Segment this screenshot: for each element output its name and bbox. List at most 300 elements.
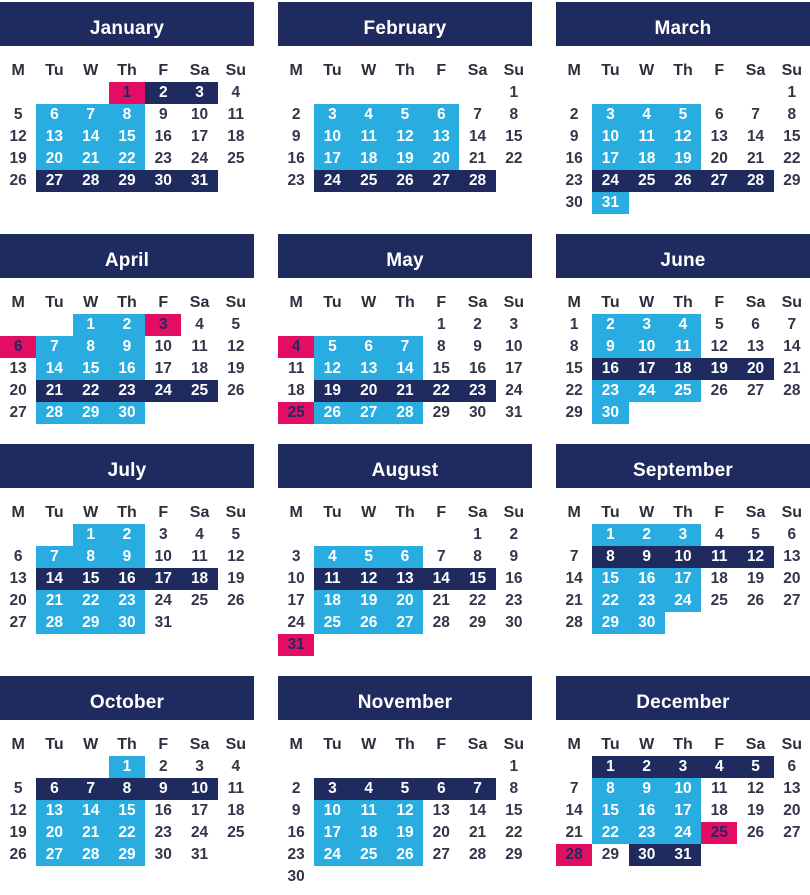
day-cell: 21 — [387, 380, 423, 402]
day-cell: 11 — [191, 338, 208, 355]
day-cell: 2 — [592, 314, 628, 336]
day-cell: 9 — [291, 802, 301, 819]
day-cell: 16 — [629, 568, 665, 590]
day-cell: 25 — [278, 402, 314, 424]
weekday-label: F — [158, 294, 169, 311]
weekday-label: F — [436, 736, 447, 753]
month-october — [0, 676, 254, 888]
day-cell: 18 — [665, 358, 701, 380]
day-cell: 14 — [387, 358, 423, 380]
day-cell: 9 — [509, 548, 519, 565]
day-cell: 28 — [36, 612, 72, 634]
weekday-label: Tu — [601, 294, 620, 311]
month-january — [0, 2, 254, 214]
day-cell: 12 — [387, 126, 423, 148]
empty-cell — [459, 756, 495, 778]
day-cell: 6 — [351, 336, 387, 358]
day-cell: 22 — [109, 148, 145, 170]
weekday-header-row — [556, 502, 810, 524]
day-cell: 13 — [783, 548, 801, 565]
day-cell: 7 — [459, 778, 495, 800]
day-cell: 17 — [629, 358, 665, 380]
day-cell: 13 — [9, 360, 27, 377]
day-cell: 26 — [314, 402, 350, 424]
day-cell: 6 — [787, 526, 797, 543]
weekday-label: F — [436, 62, 447, 79]
weekday-label: W — [83, 736, 99, 753]
day-cell: 8 — [73, 546, 109, 568]
day-cell: 29 — [592, 612, 628, 634]
empty-cell — [556, 82, 592, 104]
month-august — [278, 444, 532, 656]
day-cell: 7 — [751, 106, 760, 123]
weekday-label: F — [714, 736, 725, 753]
day-cell: 25 — [314, 612, 350, 634]
day-cell: 1 — [592, 756, 628, 778]
day-cell: 13 — [710, 128, 728, 145]
day-cell: 11 — [287, 360, 305, 377]
day-cell: 14 — [73, 800, 109, 822]
day-cell: 17 — [592, 148, 628, 170]
day-grid — [556, 524, 810, 634]
day-cell: 29 — [468, 614, 487, 631]
day-cell: 10 — [154, 548, 172, 565]
day-cell: 5 — [13, 106, 23, 123]
month-title: February — [278, 2, 532, 46]
day-cell: 21 — [565, 824, 583, 841]
day-cell: 27 — [36, 844, 72, 866]
day-cell: 6 — [787, 758, 797, 775]
day-cell: 5 — [231, 316, 241, 333]
day-cell: 4 — [195, 316, 204, 333]
empty-cell — [278, 82, 314, 104]
empty-cell — [351, 524, 387, 546]
weekday-label: Tu — [601, 62, 620, 79]
day-cell: 18 — [710, 570, 728, 587]
day-cell: 2 — [158, 758, 168, 775]
day-cell: 2 — [629, 756, 665, 778]
day-cell: 21 — [783, 360, 801, 377]
weekday-label: Th — [673, 294, 693, 311]
day-cell: 19 — [387, 148, 423, 170]
empty-cell — [556, 524, 592, 546]
month-title: June — [556, 234, 810, 278]
day-cell: 23 — [154, 150, 172, 167]
day-cell: 3 — [665, 524, 701, 546]
day-grid — [0, 524, 254, 634]
day-cell: 3 — [145, 314, 181, 336]
weekday-label: Su — [781, 62, 803, 79]
weekday-label: Sa — [189, 62, 210, 79]
day-cell: 25 — [351, 844, 387, 866]
month-title: May — [278, 234, 532, 278]
day-cell: 11 — [227, 780, 245, 797]
day-cell: 24 — [505, 382, 523, 399]
weekday-label: Su — [781, 504, 803, 521]
day-cell: 4 — [231, 84, 241, 101]
day-cell: 12 — [737, 546, 773, 568]
day-cell: 2 — [291, 106, 301, 123]
day-cell: 11 — [665, 336, 701, 358]
day-cell: 31 — [181, 170, 217, 192]
day-cell: 8 — [109, 104, 145, 126]
day-cell: 27 — [746, 382, 765, 399]
day-cell: 19 — [227, 360, 245, 377]
month-march — [556, 2, 810, 214]
day-cell: 9 — [158, 106, 168, 123]
day-cell: 25 — [351, 170, 387, 192]
day-cell: 28 — [468, 846, 487, 863]
day-cell: 1 — [73, 524, 109, 546]
day-cell: 19 — [351, 590, 387, 612]
day-cell: 8 — [592, 546, 628, 568]
day-cell: 5 — [751, 526, 760, 543]
weekday-label: Su — [503, 504, 525, 521]
day-cell: 30 — [629, 612, 665, 634]
day-cell: 3 — [629, 314, 665, 336]
weekday-header-row — [556, 292, 810, 314]
day-cell: 30 — [505, 614, 523, 631]
day-cell: 16 — [468, 360, 487, 377]
day-cell: 4 — [665, 314, 701, 336]
day-cell: 4 — [195, 526, 204, 543]
day-cell: 28 — [556, 844, 592, 866]
day-cell: 10 — [314, 800, 350, 822]
day-cell: 20 — [36, 148, 72, 170]
day-cell: 23 — [109, 380, 145, 402]
weekday-label: F — [436, 294, 447, 311]
day-cell: 19 — [314, 380, 350, 402]
empty-cell — [0, 82, 36, 104]
day-cell: 17 — [190, 802, 209, 819]
day-cell: 16 — [109, 358, 145, 380]
day-cell: 25 — [227, 150, 245, 167]
day-cell: 2 — [473, 316, 482, 333]
day-cell: 16 — [109, 568, 145, 590]
weekday-label: Th — [395, 294, 415, 311]
weekday-label: Th — [673, 504, 693, 521]
day-cell: 4 — [231, 758, 241, 775]
weekday-label: Su — [503, 294, 525, 311]
weekday-label: Sa — [745, 504, 766, 521]
day-cell: 26 — [227, 382, 245, 399]
day-cell: 21 — [468, 824, 487, 841]
weekday-label: Su — [225, 294, 247, 311]
day-cell: 1 — [73, 314, 109, 336]
day-cell: 22 — [592, 590, 628, 612]
month-may — [278, 234, 532, 424]
day-cell: 12 — [665, 126, 701, 148]
day-cell: 11 — [351, 126, 387, 148]
day-cell: 29 — [73, 402, 109, 424]
day-cell: 18 — [629, 148, 665, 170]
weekday-label: M — [567, 504, 581, 521]
day-cell: 6 — [36, 104, 72, 126]
day-cell: 29 — [73, 612, 109, 634]
day-cell: 30 — [145, 170, 181, 192]
day-cell: 16 — [154, 802, 172, 819]
day-cell: 1 — [509, 758, 519, 775]
day-cell: 5 — [665, 104, 701, 126]
day-cell: 3 — [314, 778, 350, 800]
day-cell: 24 — [154, 592, 172, 609]
weekday-label: M — [289, 294, 303, 311]
day-cell: 27 — [432, 846, 450, 863]
day-cell: 3 — [158, 526, 168, 543]
weekday-label: W — [639, 504, 655, 521]
day-grid — [278, 82, 532, 192]
day-cell: 9 — [109, 546, 145, 568]
day-cell: 20 — [783, 570, 801, 587]
day-cell: 9 — [109, 336, 145, 358]
empty-cell — [737, 82, 773, 104]
weekday-label: W — [639, 62, 655, 79]
weekday-label: Tu — [45, 504, 64, 521]
empty-cell — [665, 82, 701, 104]
day-cell: 3 — [314, 104, 350, 126]
day-cell: 26 — [227, 592, 245, 609]
empty-cell — [459, 82, 495, 104]
month-title: August — [278, 444, 532, 488]
day-cell: 27 — [701, 170, 737, 192]
day-cell: 27 — [423, 170, 459, 192]
month-title: March — [556, 2, 810, 46]
weekday-label: W — [639, 294, 655, 311]
day-cell: 26 — [9, 846, 27, 863]
weekday-label: M — [11, 62, 25, 79]
day-cell: 7 — [473, 106, 482, 123]
day-cell: 12 — [710, 338, 728, 355]
day-cell: 11 — [191, 548, 208, 565]
empty-cell — [701, 82, 737, 104]
empty-cell — [423, 756, 459, 778]
day-cell: 8 — [509, 780, 519, 797]
day-cell: 20 — [783, 802, 801, 819]
weekday-label: Su — [503, 62, 525, 79]
day-cell: 18 — [351, 822, 387, 844]
month-title: July — [0, 444, 254, 488]
day-cell: 8 — [569, 338, 579, 355]
weekday-label: F — [714, 504, 725, 521]
day-cell: 28 — [565, 614, 583, 631]
day-cell: 23 — [505, 592, 523, 609]
day-cell: 24 — [314, 170, 350, 192]
day-cell: 10 — [665, 546, 701, 568]
weekday-label: F — [158, 62, 169, 79]
weekday-label: Tu — [323, 294, 342, 311]
weekday-label: Th — [395, 736, 415, 753]
empty-cell — [73, 82, 109, 104]
day-cell: 6 — [423, 778, 459, 800]
day-cell: 1 — [509, 84, 519, 101]
day-cell: 27 — [783, 824, 801, 841]
day-cell: 28 — [387, 402, 423, 424]
day-cell: 6 — [387, 546, 423, 568]
weekday-label: Sa — [745, 294, 766, 311]
day-cell: 30 — [154, 846, 172, 863]
weekday-label: M — [567, 62, 581, 79]
empty-cell — [423, 524, 459, 546]
day-cell: 10 — [181, 778, 217, 800]
day-cell: 18 — [227, 128, 245, 145]
day-cell: 21 — [432, 592, 450, 609]
day-cell: 29 — [783, 172, 801, 189]
day-cell: 11 — [227, 106, 245, 123]
day-grid — [0, 756, 254, 866]
empty-cell — [592, 82, 628, 104]
day-cell: 3 — [509, 316, 519, 333]
day-cell: 7 — [436, 548, 446, 565]
weekday-label: Sa — [467, 294, 488, 311]
day-cell: 27 — [783, 592, 801, 609]
day-cell: 6 — [0, 336, 36, 358]
day-cell: 16 — [154, 128, 172, 145]
day-cell: 17 — [314, 822, 350, 844]
day-cell: 8 — [473, 548, 482, 565]
day-cell: 25 — [190, 592, 209, 609]
empty-cell — [387, 314, 423, 336]
day-cell: 25 — [629, 170, 665, 192]
weekday-label: Su — [225, 62, 247, 79]
day-cell: 30 — [468, 404, 487, 421]
day-cell: 23 — [154, 824, 172, 841]
day-cell: 9 — [629, 778, 665, 800]
day-cell: 27 — [36, 170, 72, 192]
day-cell: 28 — [432, 614, 450, 631]
day-cell: 9 — [145, 778, 181, 800]
day-cell: 14 — [468, 128, 487, 145]
month-title: December — [556, 676, 810, 720]
weekday-label: Sa — [189, 736, 210, 753]
day-cell: 1 — [109, 82, 145, 104]
weekday-label: Tu — [323, 62, 342, 79]
empty-cell — [0, 314, 36, 336]
day-cell: 26 — [387, 844, 423, 866]
weekday-label: Th — [117, 504, 137, 521]
empty-cell — [556, 756, 592, 778]
day-cell: 10 — [154, 338, 172, 355]
weekday-label: Tu — [45, 294, 64, 311]
day-cell: 27 — [387, 612, 423, 634]
weekday-label: F — [158, 504, 169, 521]
day-cell: 24 — [665, 822, 701, 844]
month-december — [556, 676, 810, 888]
empty-cell — [314, 82, 350, 104]
day-cell: 16 — [592, 358, 628, 380]
day-cell: 30 — [287, 868, 305, 885]
day-cell: 7 — [569, 780, 579, 797]
day-cell: 14 — [423, 568, 459, 590]
day-cell: 7 — [569, 548, 579, 565]
day-cell: 2 — [145, 82, 181, 104]
month-february — [278, 2, 532, 214]
day-cell: 30 — [565, 194, 583, 211]
day-cell: 13 — [36, 126, 72, 148]
day-cell: 15 — [565, 360, 583, 377]
day-cell: 20 — [36, 822, 72, 844]
day-cell: 28 — [737, 170, 773, 192]
day-cell: 26 — [665, 170, 701, 192]
day-cell: 4 — [701, 756, 737, 778]
day-cell: 11 — [701, 546, 737, 568]
weekday-label: W — [361, 736, 377, 753]
month-july — [0, 444, 254, 656]
empty-cell — [0, 756, 36, 778]
day-cell: 3 — [665, 756, 701, 778]
day-cell: 9 — [592, 336, 628, 358]
day-cell: 8 — [73, 336, 109, 358]
day-cell: 5 — [737, 756, 773, 778]
weekday-label: F — [436, 504, 447, 521]
day-cell: 30 — [109, 612, 145, 634]
empty-cell — [387, 756, 423, 778]
weekday-label: Su — [225, 504, 247, 521]
day-cell: 12 — [227, 548, 245, 565]
day-cell: 10 — [314, 126, 350, 148]
weekday-label: Su — [225, 736, 247, 753]
weekday-label: Su — [781, 736, 803, 753]
day-cell: 22 — [783, 150, 801, 167]
day-cell: 17 — [145, 568, 181, 590]
day-cell: 3 — [181, 82, 217, 104]
day-cell: 19 — [387, 822, 423, 844]
empty-cell — [351, 314, 387, 336]
weekday-label: M — [567, 736, 581, 753]
day-cell: 24 — [592, 170, 628, 192]
day-cell: 16 — [287, 150, 305, 167]
empty-cell — [278, 756, 314, 778]
month-april — [0, 234, 254, 424]
day-cell: 10 — [629, 336, 665, 358]
empty-cell — [314, 756, 350, 778]
day-cell: 16 — [287, 824, 305, 841]
day-grid — [278, 524, 532, 656]
day-cell: 4 — [714, 526, 724, 543]
day-cell: 20 — [432, 824, 450, 841]
weekday-header-row — [0, 292, 254, 314]
day-cell: 27 — [351, 402, 387, 424]
month-title: October — [0, 676, 254, 720]
weekday-label: Tu — [601, 736, 620, 753]
day-cell: 28 — [783, 382, 801, 399]
day-cell: 3 — [592, 104, 628, 126]
day-cell: 26 — [387, 170, 423, 192]
day-cell: 24 — [665, 590, 701, 612]
day-cell: 31 — [592, 192, 628, 214]
day-cell: 29 — [505, 846, 523, 863]
day-cell: 21 — [73, 148, 109, 170]
day-cell: 8 — [436, 338, 446, 355]
day-cell: 15 — [505, 128, 523, 145]
empty-cell — [387, 524, 423, 546]
day-cell: 19 — [701, 358, 737, 380]
day-cell: 14 — [565, 570, 583, 587]
day-grid — [556, 314, 810, 424]
day-cell: 7 — [36, 546, 72, 568]
weekday-label: Su — [781, 294, 803, 311]
day-cell: 15 — [505, 802, 523, 819]
weekday-label: M — [567, 294, 581, 311]
day-cell: 6 — [714, 106, 724, 123]
day-cell: 3 — [291, 548, 301, 565]
day-cell: 14 — [36, 358, 72, 380]
day-cell: 6 — [423, 104, 459, 126]
day-cell: 22 — [505, 150, 523, 167]
day-cell: 15 — [592, 800, 628, 822]
day-cell: 21 — [36, 380, 72, 402]
day-cell: 18 — [181, 568, 217, 590]
weekday-label: W — [361, 62, 377, 79]
